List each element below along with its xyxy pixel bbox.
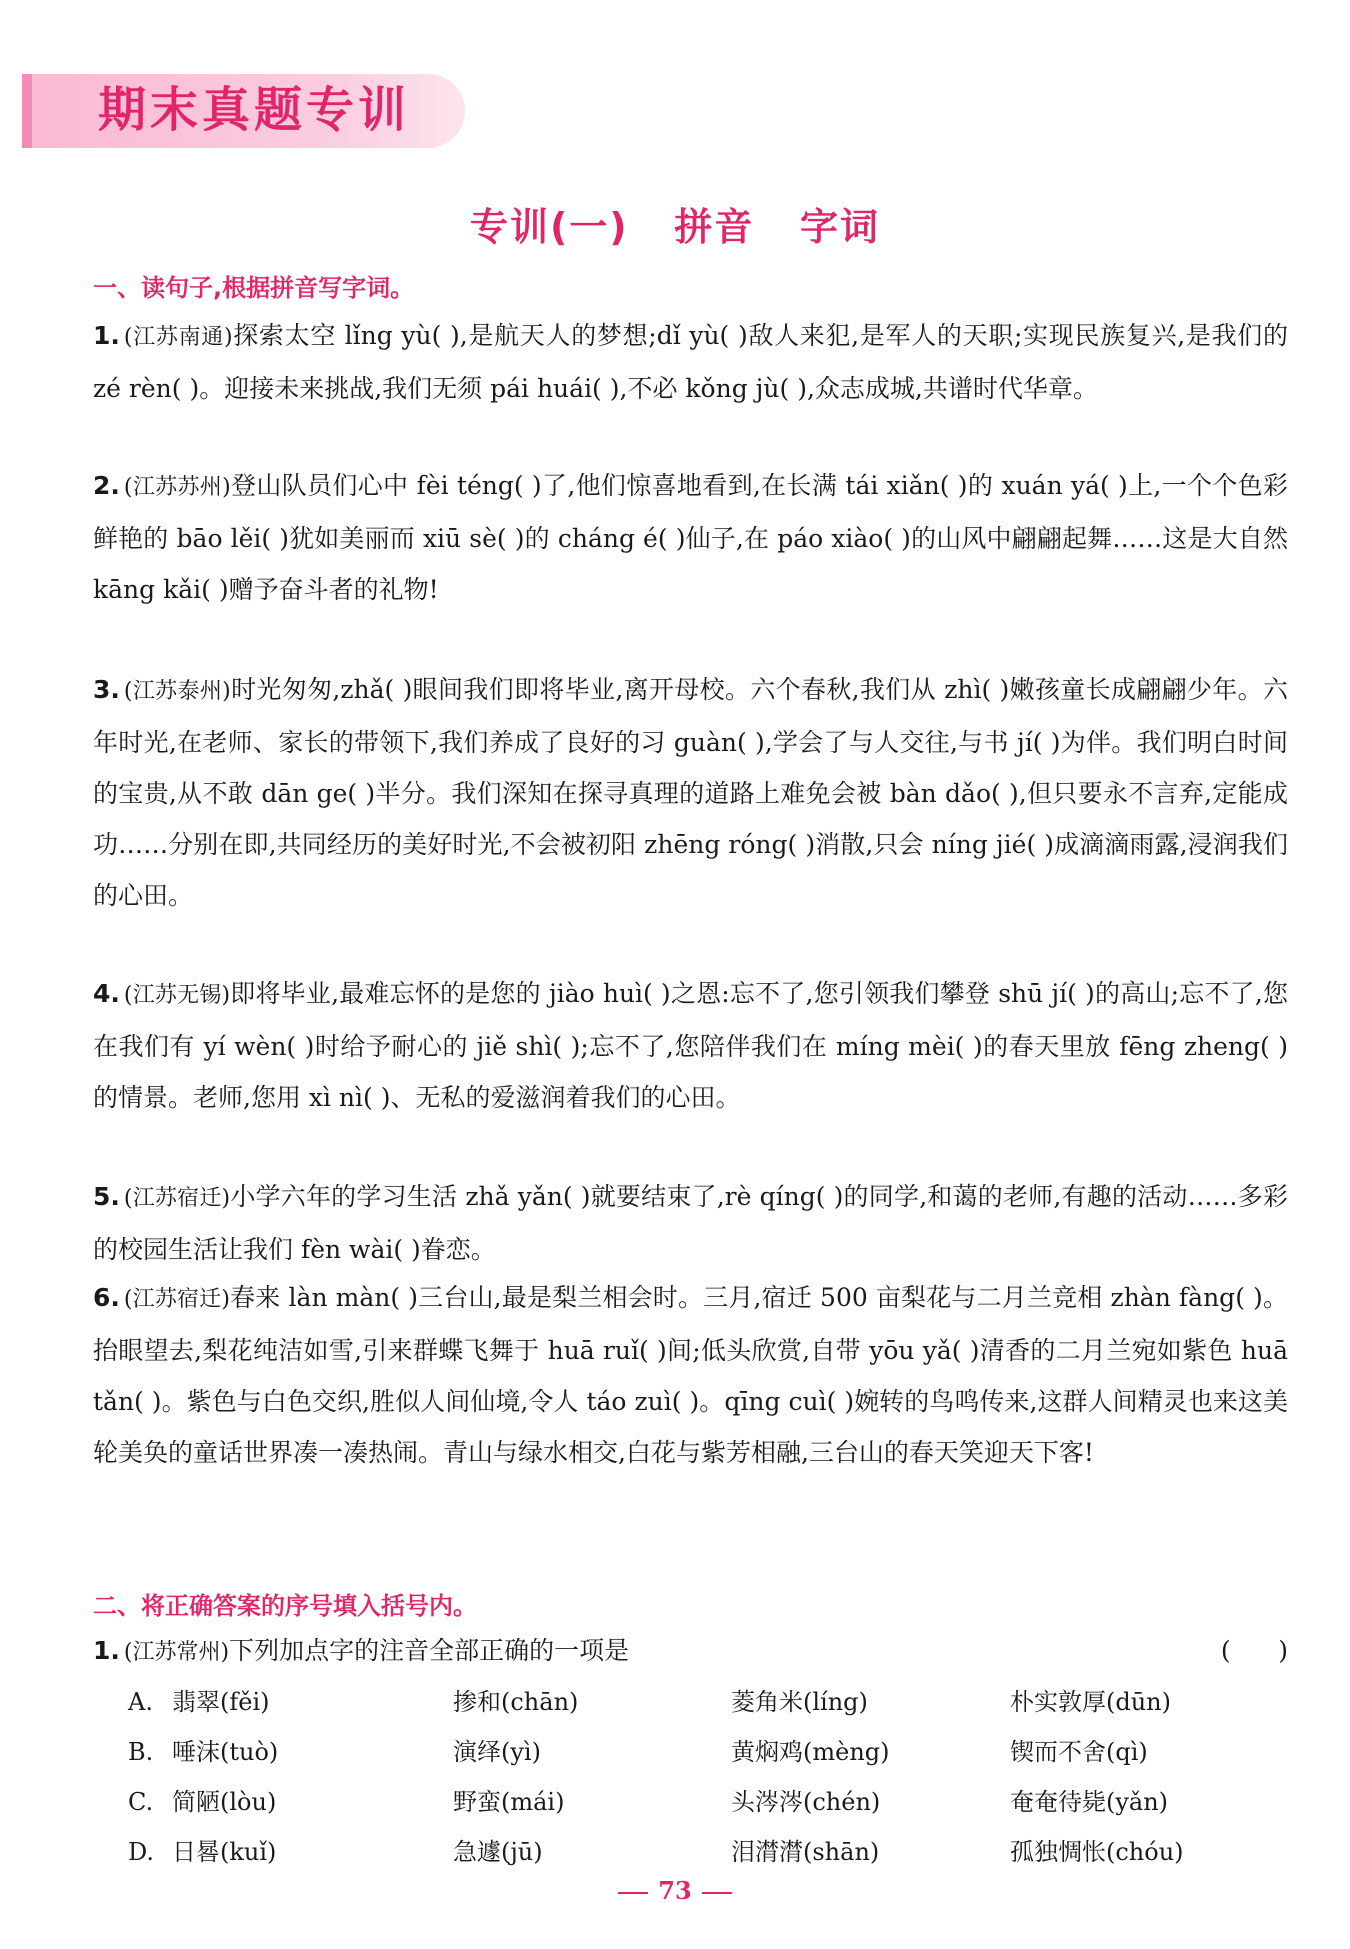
question-number: 5. <box>93 1182 120 1211</box>
page-number-value: 73 <box>658 1876 692 1905</box>
question-2 <box>93 460 1288 615</box>
question-number: 1. <box>93 1636 120 1665</box>
section-title: 专训(一) 拼音 字词 <box>469 205 881 249</box>
mc-question-1 <box>93 1625 629 1678</box>
option-item: 朴实敦厚(dūn) <box>1010 1688 1172 1716</box>
option-item: 黄焖鸡(mèng) <box>731 1738 890 1766</box>
page-number-dash-left <box>618 1892 648 1894</box>
question-source: (江苏无锡) <box>123 983 231 1008</box>
question-text: 探索太空 lǐng yù( ),是航天人的梦想;dǐ yù( )敌人来犯,是军人的天职;实现民族复兴,是我们的 zé rèn( )。迎接未来挑战,我们无须 pái huái( ),不必 kǒng jù( ),众志成城,共谱时代华章。 <box>93 321 1288 403</box>
question-number: 2. <box>93 471 120 500</box>
option-item: 头涔涔(chén) <box>731 1788 881 1816</box>
option-letter: D. <box>128 1838 155 1866</box>
question-text: 小学六年的学习生活 zhǎ yǎn( )就要结束了,rè qíng( )的同学,和蔼的老师,有趣的活动……多彩的校园生活让我们 fèn wài( )眷恋。 <box>93 1182 1289 1264</box>
option-item: 奄奄待毙(yǎn) <box>1010 1788 1169 1816</box>
option-item: 泪潸潸(shān) <box>731 1838 880 1866</box>
option-item: 日晷(kuǐ) <box>172 1838 277 1866</box>
question-number: 1. <box>93 321 120 350</box>
question-6 <box>93 1272 1288 1478</box>
page-number-dash-right <box>702 1892 732 1894</box>
banner-title: 期末真题专训 <box>98 82 411 138</box>
option-item: 孤独惆怅(chóu) <box>1010 1838 1184 1866</box>
question-source: (江苏苏州) <box>123 475 231 500</box>
question-source: (江苏宿迁) <box>123 1186 231 1211</box>
question-text: 时光匆匆,zhǎ( )眼间我们即将毕业,离开母校。六个春秋,我们从 zhì( )嫩孩童长成翩翩少年。六年时光,在老师、家长的带领下,我们养成了良好的习 guàn( ),学会了与人交往,与书 jí( )为伴。我们明白时间的宝贵,从不敢 dān ge( )半分。我们深知在探寻真理的道路上难免会被 bàn dǎo( ),但只要永不言弃,定能成功……分别在即,共同经历的美好时光,不会被初阳 zhēng róng( )消散,只会 níng jié( )成滴滴雨露,浸润我们的心田。 <box>93 675 1288 910</box>
question-1 <box>93 310 1288 414</box>
option-item: 翡翠(fěi) <box>172 1688 270 1716</box>
option-letter: B. <box>128 1738 154 1766</box>
option-letter: C. <box>128 1788 154 1816</box>
question-text: 春来 làn màn( )三台山,最是梨兰相会时。三月,宿迁 500 亩梨花与二月兰竞相 zhàn fàng( )。抬眼望去,梨花纯洁如雪,引来群蝶飞舞于 huā ruǐ( )间;低头欣赏,自带 yōu yǎ( )清香的二月兰宛如紫色 huā tǎn( )。紫色与白色交织,胜似人间仙境,令人 táo zuì( )。qīng cuì( )婉转的鸟鸣传来,这群人间精灵也来这美轮美奂的童话世界凑一凑热闹。青山与绿水相交,白花与紫芳相融,三台山的春天笑迎天下客! <box>93 1283 1288 1467</box>
option-item: 菱角米(líng) <box>731 1688 868 1716</box>
question-source: (江苏泰州) <box>123 679 231 704</box>
question-source: (江苏宿迁) <box>123 1287 230 1312</box>
part1-heading: 一、读句子,根据拼音写字词。 <box>93 274 415 302</box>
question-number: 4. <box>93 979 120 1008</box>
question-5 <box>93 1171 1288 1275</box>
question-number: 3. <box>93 675 120 704</box>
question-4 <box>93 968 1288 1123</box>
question-3 <box>93 664 1288 921</box>
page-number <box>0 1876 1350 1905</box>
question-source: (江苏常州) <box>123 1640 230 1665</box>
question-text: 即将毕业,最难忘怀的是您的 jiào huì( )之恩:忘不了,您引领我们攀登 shū jí( )的高山;忘不了,您在我们有 yí wèn( )时给予耐心的 jiě shì( );忘不了,您陪伴我们在 míng mèi( )的春天里放 fēng zheng( )的情景。老师,您用 xì nì( )、无私的爱滋润着我们的心田。 <box>93 979 1288 1112</box>
option-item: 急遽(jū) <box>453 1838 543 1866</box>
question-source: (江苏南通) <box>123 325 233 350</box>
option-item: 简陋(lòu) <box>172 1788 277 1816</box>
option-item: 锲而不舍(qì) <box>1010 1738 1148 1766</box>
question-number: 6. <box>93 1283 120 1312</box>
option-item: 演绎(yì) <box>453 1738 541 1766</box>
option-letter: A. <box>128 1688 153 1716</box>
option-item: 野蛮(mái) <box>453 1788 565 1816</box>
option-item: 掺和(chān) <box>453 1688 579 1716</box>
title-banner-accent <box>22 74 32 148</box>
question-text: 下列加点字的注音全部正确的一项是 <box>229 1636 630 1665</box>
option-item: 唾沫(tuò) <box>172 1738 279 1766</box>
question-text: 登山队员们心中 fèi téng( )了,他们惊喜地看到,在长满 tái xiǎn( )的 xuán yá( )上,一个个色彩鲜艳的 bāo lěi( )犹如美丽而 xiū sè( )的 cháng é( )仙子,在 páo xiào( )的山风中翩翩起舞……这是大自然 kāng kǎi( )赠予奋斗者的礼物! <box>93 471 1288 604</box>
answer-blank[interactable]: ( ) <box>1220 1636 1288 1665</box>
part2-heading: 二、将正确答案的序号填入括号内。 <box>93 1592 477 1620</box>
